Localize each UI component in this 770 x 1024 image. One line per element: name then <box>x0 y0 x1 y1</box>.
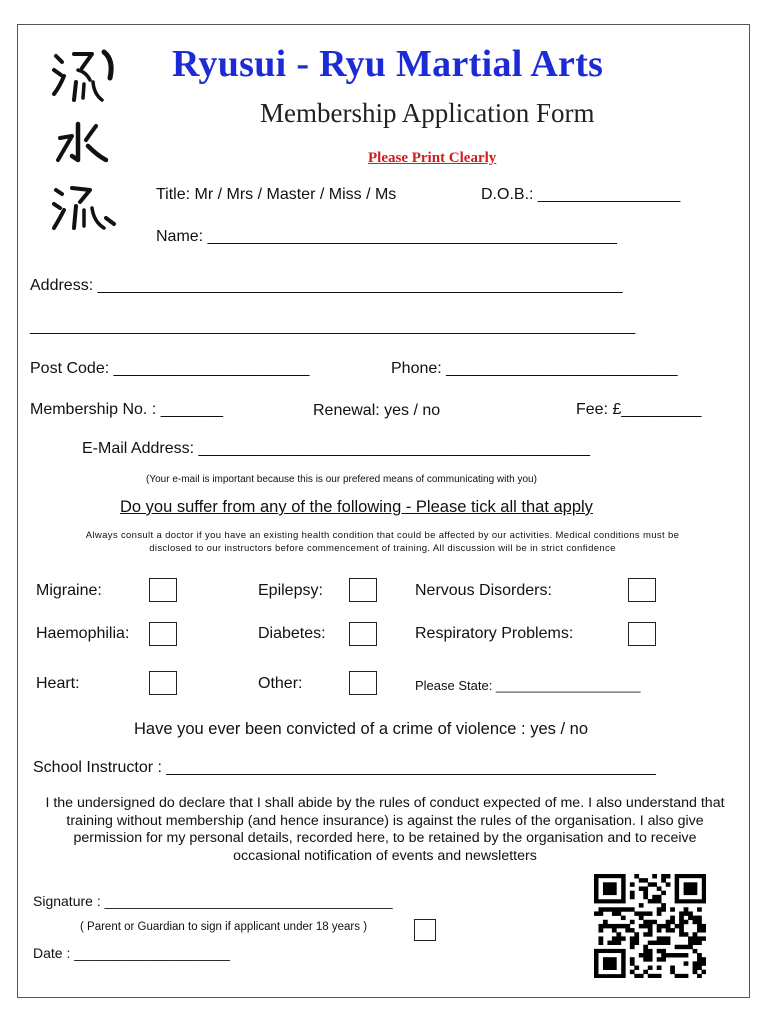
checkbox-diabetes[interactable] <box>349 622 377 646</box>
post-code-field[interactable]: Post Code: ______________________ <box>30 360 310 377</box>
email-field[interactable]: E-Mail Address: ____________________________________________ <box>82 440 591 457</box>
signature-field[interactable]: Signature : _____________________________________ <box>33 893 393 909</box>
condition-label-heart: Heart: <box>36 675 80 692</box>
renewal-field[interactable]: Renewal: yes / no <box>313 402 441 419</box>
condition-label-haemophilia: Haemophilia: <box>36 625 130 642</box>
condition-label-respiratory: Respiratory Problems: <box>415 625 574 642</box>
instructor-field[interactable]: School Instructor : _______________________________________________________ <box>33 759 656 776</box>
checkbox-heart[interactable] <box>149 671 177 695</box>
qr-code-icon <box>594 874 706 978</box>
medical-disclaimer-line-1: Always consult a doctor if you have an existing health condition that could be affected by our activities. Medical conditions must be <box>85 530 680 541</box>
email-note: (Your e-mail is important because this is our prefered means of communicating with you) <box>146 474 537 485</box>
condition-label-migraine: Migraine: <box>36 582 102 599</box>
checkbox-migraine[interactable] <box>149 578 177 602</box>
medical-disclaimer <box>30 529 735 555</box>
form-subtitle: Membership Application Form <box>260 98 595 128</box>
title-field[interactable]: Title: Mr / Mrs / Master / Miss / Ms <box>156 186 397 203</box>
medical-disclaimer-line-2: disclosed to our instructors before commencement of training. All discussion will be in strict confidence <box>149 543 616 554</box>
checkbox-haemophilia[interactable] <box>149 622 177 646</box>
condition-label-nervous-disorders: Nervous Disorders: <box>415 582 552 599</box>
phone-field[interactable]: Phone: __________________________ <box>391 360 678 377</box>
calligraphy-logo-icon <box>48 42 123 242</box>
qr-code <box>594 874 706 978</box>
dob-field[interactable]: D.O.B.: ________________ <box>481 186 681 203</box>
checkbox-nervous-disorders[interactable] <box>628 578 656 602</box>
checkbox-respiratory[interactable] <box>628 622 656 646</box>
guardian-checkbox[interactable] <box>414 919 436 941</box>
please-state-field[interactable]: Please State: ____________________ <box>415 678 641 693</box>
fee-field[interactable]: Fee: £_________ <box>576 401 702 418</box>
medical-heading: Do you suffer from any of the following - Please tick all that apply <box>120 498 593 516</box>
date-field[interactable]: Date : ____________________ <box>33 945 230 961</box>
condition-label-epilepsy: Epilepsy: <box>258 582 323 599</box>
address-line-2[interactable]: ____________________________________________________________________ <box>30 318 636 335</box>
calligraphy-logo <box>48 42 123 242</box>
guardian-note: ( Parent or Guardian to sign if applicant under 18 years ) <box>80 921 368 933</box>
page-title: Ryusui - Ryu Martial Arts <box>172 43 604 85</box>
conviction-question[interactable]: Have you ever been convicted of a crime of violence : yes / no <box>134 720 588 738</box>
condition-label-diabetes: Diabetes: <box>258 625 326 642</box>
checkbox-epilepsy[interactable] <box>349 578 377 602</box>
membership-no-field[interactable]: Membership No. : _______ <box>30 401 223 418</box>
address-field[interactable]: Address: ___________________________________________________________ <box>30 277 623 294</box>
name-field[interactable]: Name: ______________________________________________ <box>156 228 617 245</box>
checkbox-other[interactable] <box>349 671 377 695</box>
condition-label-other: Other: <box>258 675 303 692</box>
print-clearly-note: Please Print Clearly <box>368 150 497 166</box>
declaration-text: I the undersigned do declare that I shall abide by the rules of conduct expected of me. I also understand that training without membership (and hence insurance) is against the rules of the organisation. I also give permission for my personal details, recorded here, to be retained by the organisation and to receive occasional notification of events and newsletters <box>45 795 725 864</box>
